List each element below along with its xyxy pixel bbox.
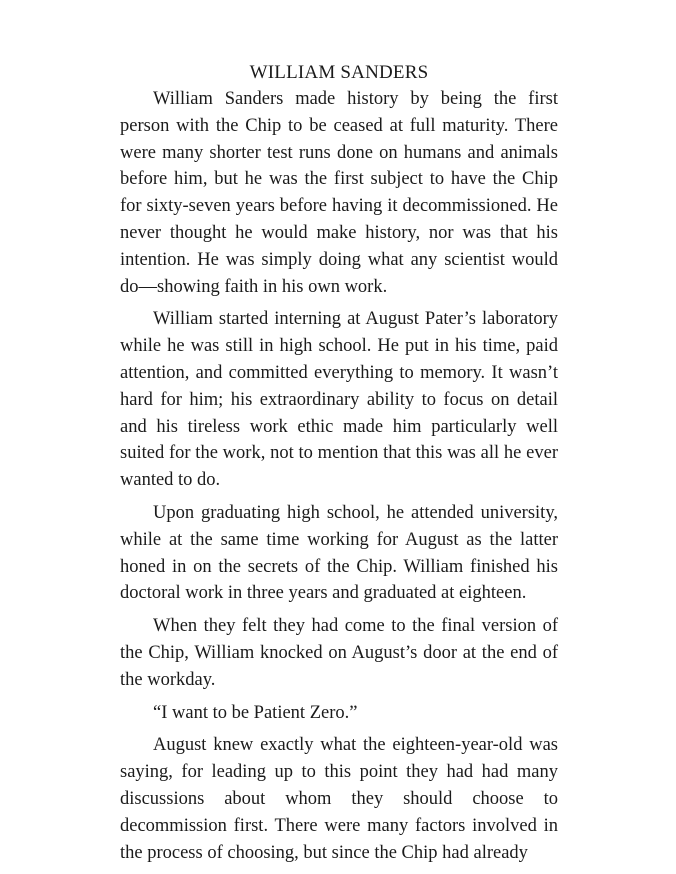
paragraph-2: William started interning at August Pater’s laboratory while he was still in high school. He put in his time, paid attention, and committed everything to memory. It wasn’t hard for him; his extraordinary ability to focus on detail and his tireless work ethic made him particularly well suited for the work, not to mention that this was all he ever wanted to do. [120,309,558,491]
book-page [120,60,558,863]
paragraph-1: William Sanders made history by being the first person with the Chip to be ceased at full maturity. There were many shorter test runs done on humans and animals before him, but he was the first subject to have the Chip for sixty-seven years before having it decommissioned. He never thought he would make history, nor was that his intention. He was simply doing what any scientist would do—showing faith in his own work. [120,89,558,297]
paragraph-6: August knew exactly what the eighteen-year-old was saying, for leading up to this point they had had many discussions about whom they should choose to decommission first. There were many factors involved in the process of choosing, but since the Chip had already [120,735,558,863]
chapter-title: WILLIAM SANDERS [249,62,429,83]
paragraph-3: Upon graduating high school, he attended university, while at the same time working for August as the latter honed in on the secrets of the Chip. William finished his doctoral work in three years and graduated at eighteen. [120,502,558,604]
paragraph-5: “I want to be Patient Zero.” [153,702,358,723]
paragraph-4: When they felt they had come to the final version of the Chip, William knocked on August’s door at the end of the workday. [120,616,558,690]
